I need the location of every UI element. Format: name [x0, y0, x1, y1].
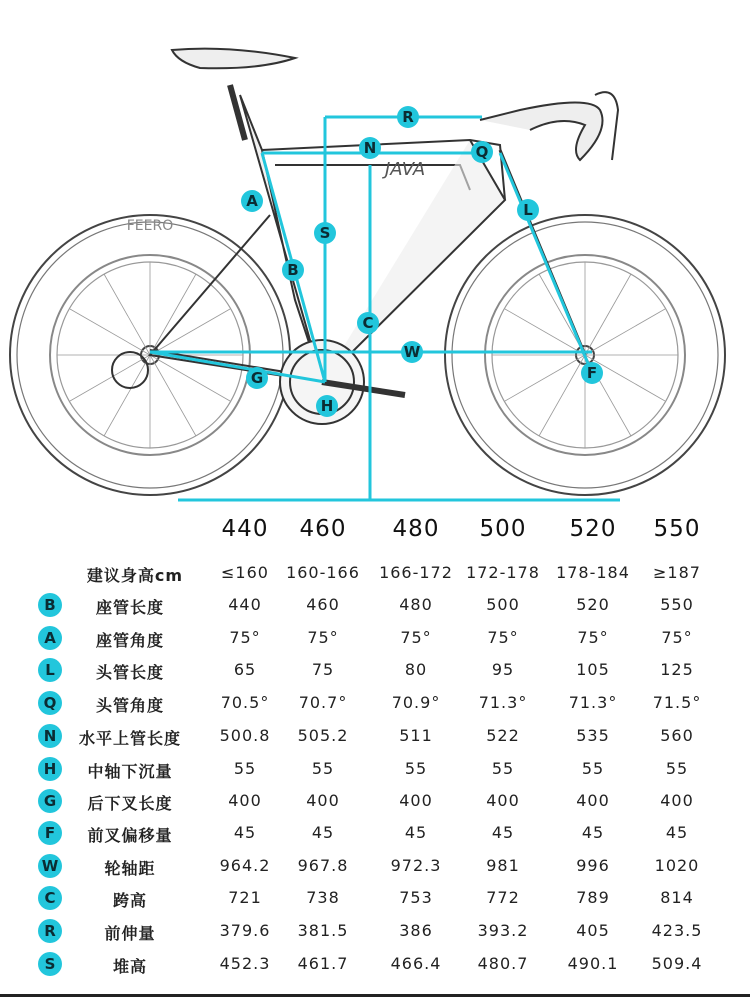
table-cell: 405	[576, 921, 610, 940]
table-cell: 125	[660, 660, 694, 679]
table-cell: 55	[311, 759, 335, 778]
row-marker-badge: L	[38, 658, 62, 682]
table-cell: 490.1	[567, 954, 619, 973]
table-cell: 972.3	[390, 856, 442, 875]
svg-text:W: W	[403, 343, 421, 361]
row-label: 跨高	[112, 891, 147, 910]
table-row	[0, 917, 750, 947]
table-cell: 1020	[654, 856, 700, 875]
table-cell: 45	[665, 823, 689, 842]
row-label: 头管长度	[95, 663, 164, 682]
table-cell: 75°	[577, 628, 609, 647]
table-cell: 160-166	[286, 563, 360, 582]
row-marker-badge: R	[38, 919, 62, 943]
svg-text:L: L	[523, 201, 533, 219]
size-header: 520	[569, 516, 617, 542]
table-cell: 440	[228, 595, 262, 614]
svg-text:C: C	[362, 314, 374, 332]
marker-W	[401, 341, 423, 363]
size-header: 500	[479, 516, 527, 542]
table-row	[0, 722, 750, 752]
table-row	[0, 591, 750, 621]
marker-G	[246, 367, 268, 389]
table-row	[0, 624, 750, 654]
table-cell: 753	[399, 888, 433, 907]
size-header: 550	[653, 516, 701, 542]
table-cell: 480	[399, 595, 433, 614]
table-cell: 379.6	[219, 921, 271, 940]
table-cell: 55	[233, 759, 257, 778]
table-cell: 814	[660, 888, 694, 907]
table-cell: 400	[576, 791, 610, 810]
table-cell: 400	[306, 791, 340, 810]
table-cell: 105	[576, 660, 610, 679]
table-cell: 172-178	[466, 563, 540, 582]
table-row	[0, 787, 750, 817]
saddle	[172, 49, 295, 140]
row-marker-badge: H	[38, 757, 62, 781]
table-cell: 55	[404, 759, 428, 778]
table-cell: 772	[486, 888, 520, 907]
table-cell: ≥187	[653, 563, 701, 582]
svg-text:S: S	[319, 224, 331, 242]
table-cell: 721	[228, 888, 262, 907]
table-cell: 560	[660, 726, 694, 745]
table-cell: 45	[581, 823, 605, 842]
table-cell: 70.7°	[298, 693, 348, 712]
bottom-rule	[0, 994, 750, 997]
table-cell: 178-184	[556, 563, 630, 582]
table-cell: 166-172	[379, 563, 453, 582]
row-label: 建议身高cm	[86, 566, 184, 585]
table-cell: 423.5	[651, 921, 703, 940]
table-cell: 452.3	[219, 954, 271, 973]
table-cell: 70.5°	[220, 693, 270, 712]
table-cell: 75°	[487, 628, 519, 647]
table-cell: 65	[233, 660, 257, 679]
table-row	[0, 755, 750, 785]
frame-brand-text: JAVA	[385, 159, 426, 180]
table-cell: 789	[576, 888, 610, 907]
svg-text:Q: Q	[475, 143, 489, 161]
table-cell: 400	[660, 791, 694, 810]
size-header: 460	[299, 516, 347, 542]
table-cell: 75°	[307, 628, 339, 647]
row-marker-badge: F	[38, 821, 62, 845]
marker-F	[581, 362, 603, 384]
row-marker-badge: S	[38, 952, 62, 976]
table-cell: 55	[581, 759, 605, 778]
table-cell: 75°	[661, 628, 693, 647]
row-label: 后下叉长度	[87, 794, 173, 813]
table-row	[0, 884, 750, 914]
table-cell: 500.8	[219, 726, 271, 745]
table-cell: 71.3°	[478, 693, 528, 712]
table-cell: 738	[306, 888, 340, 907]
row-label: 前叉偏移量	[87, 826, 173, 845]
marker-L	[517, 199, 539, 221]
table-cell: 71.5°	[652, 693, 702, 712]
table-cell: 400	[486, 791, 520, 810]
svg-text:H: H	[320, 397, 334, 415]
table-cell: 505.2	[297, 726, 349, 745]
marker-H	[316, 395, 338, 417]
table-cell: 95	[491, 660, 515, 679]
table-cell: 460	[306, 595, 340, 614]
table-row	[0, 559, 750, 589]
row-label: 座管长度	[95, 598, 164, 617]
table-cell: 70.9°	[391, 693, 441, 712]
marker-R	[397, 106, 419, 128]
table-cell: 75°	[229, 628, 261, 647]
table-cell: 520	[576, 595, 610, 614]
table-cell: 480.7	[477, 954, 529, 973]
table-cell: 45	[311, 823, 335, 842]
row-marker-badge: B	[38, 593, 62, 617]
marker-C	[357, 312, 379, 334]
marker-S	[314, 222, 336, 244]
table-cell: 45	[491, 823, 515, 842]
row-label: 堆高	[112, 957, 147, 976]
table-row	[0, 819, 750, 849]
marker-Q	[471, 141, 493, 163]
table-row	[0, 656, 750, 686]
svg-text:R: R	[402, 108, 414, 126]
size-header: 480	[392, 516, 440, 542]
svg-text:A: A	[246, 192, 258, 210]
size-header: 440	[221, 516, 269, 542]
row-marker-badge: G	[38, 789, 62, 813]
table-cell: 535	[576, 726, 610, 745]
table-cell: 55	[665, 759, 689, 778]
table-cell: 500	[486, 595, 520, 614]
row-marker-badge: C	[38, 886, 62, 910]
rim-brand-text: FEERO	[126, 218, 174, 234]
row-marker-badge: Q	[38, 691, 62, 715]
table-cell: 45	[404, 823, 428, 842]
table-cell: 381.5	[297, 921, 349, 940]
table-cell: 75	[311, 660, 335, 679]
row-label: 前伸量	[104, 924, 156, 943]
table-cell: 967.8	[297, 856, 349, 875]
svg-text:G: G	[250, 369, 264, 387]
table-cell: 996	[576, 856, 610, 875]
row-label: 中轴下沉量	[87, 762, 173, 781]
table-cell: 393.2	[477, 921, 529, 940]
svg-text:B: B	[287, 261, 299, 279]
table-cell: 509.4	[651, 954, 703, 973]
table-cell: 550	[660, 595, 694, 614]
table-cell: 522	[486, 726, 520, 745]
row-marker-badge: N	[38, 724, 62, 748]
table-cell: 461.7	[297, 954, 349, 973]
table-cell: 71.3°	[568, 693, 618, 712]
table-cell: 75°	[400, 628, 432, 647]
table-cell: 466.4	[390, 954, 442, 973]
row-label: 水平上管长度	[78, 729, 181, 748]
svg-text:N: N	[363, 139, 377, 157]
table-row	[0, 689, 750, 719]
row-label: 轮轴距	[104, 859, 156, 878]
marker-A	[241, 190, 263, 212]
row-label: 座管角度	[95, 631, 164, 650]
table-cell: 511	[399, 726, 433, 745]
table-cell: 400	[399, 791, 433, 810]
svg-text:F: F	[586, 364, 598, 382]
table-cell: 386	[399, 921, 433, 940]
row-marker-badge: W	[38, 854, 62, 878]
table-row	[0, 950, 750, 980]
row-label: 头管角度	[95, 696, 164, 715]
row-marker-badge: A	[38, 626, 62, 650]
table-row	[0, 852, 750, 882]
marker-N	[359, 137, 381, 159]
marker-B	[282, 259, 304, 281]
table-cell: 80	[404, 660, 428, 679]
table-cell: 45	[233, 823, 257, 842]
table-cell: 55	[491, 759, 515, 778]
table-cell: ≤160	[221, 563, 269, 582]
table-cell: 400	[228, 791, 262, 810]
table-cell: 981	[486, 856, 520, 875]
table-cell: 964.2	[219, 856, 271, 875]
